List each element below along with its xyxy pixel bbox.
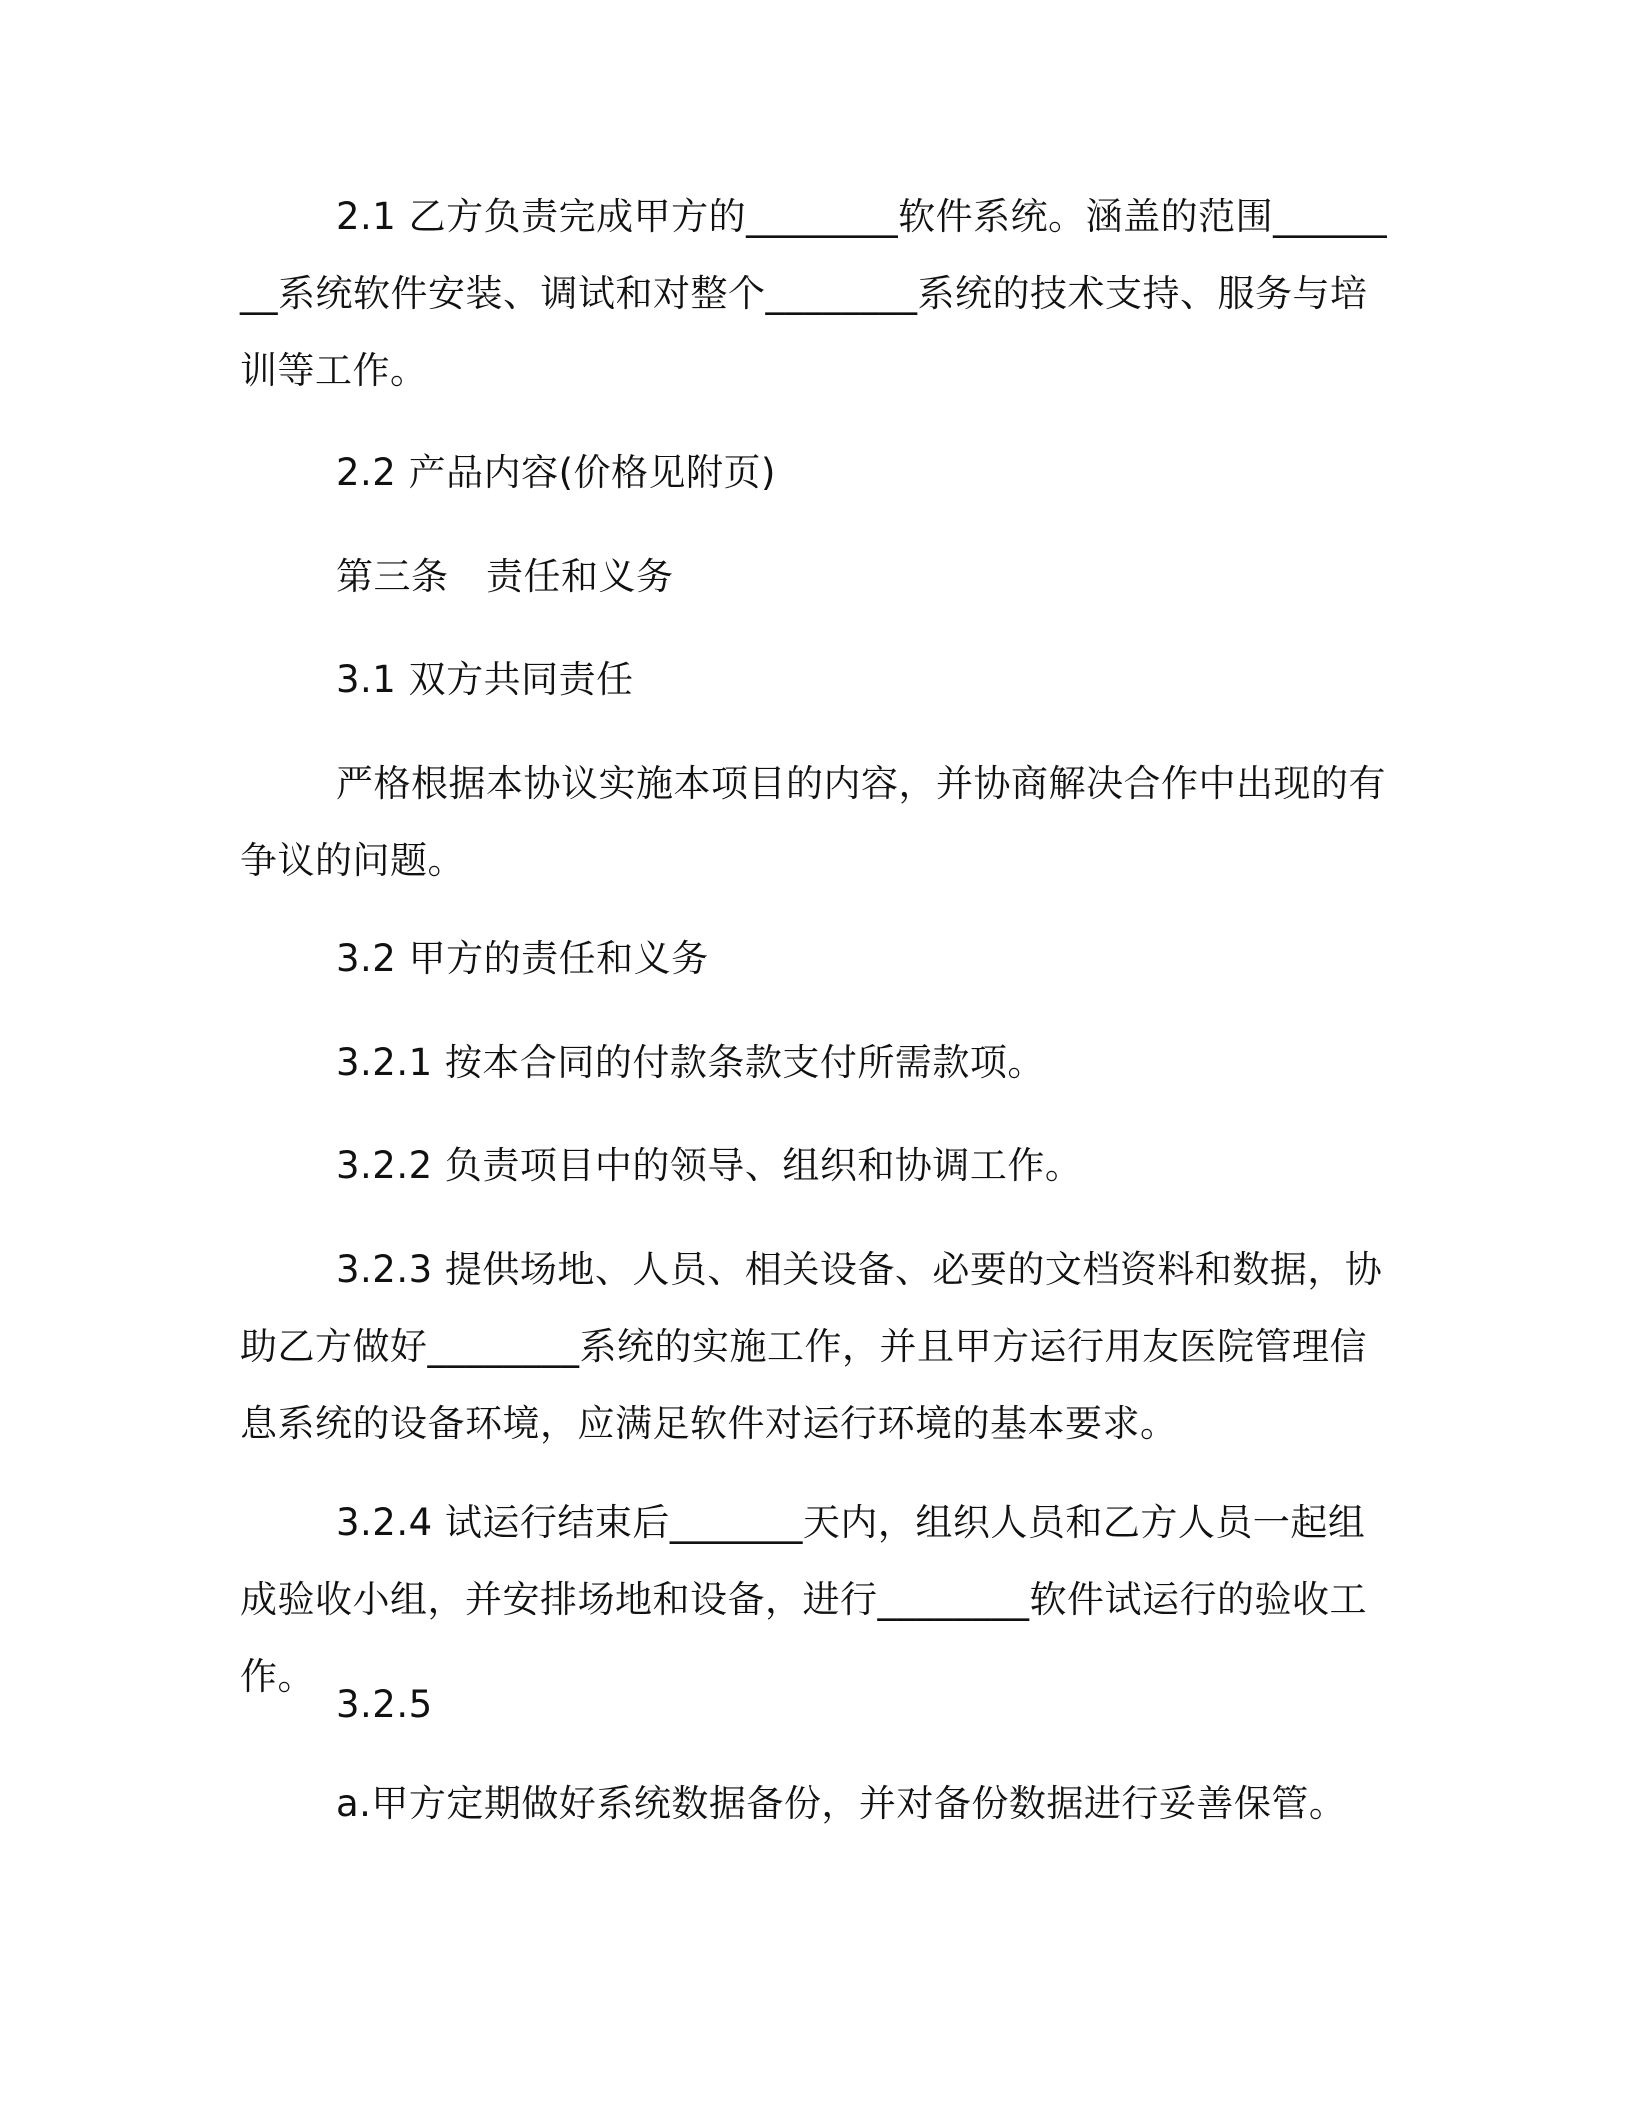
clause-3-2-4: 3.2.4 试运行结束后_______天内，组织人员和乙方人员一起组成验收小组，并安排场地和设备，进行________软件试运行的验收工作。 (240, 1501, 1367, 1698)
article-3-heading: 第三条 责任和义务 (336, 555, 674, 598)
clause-3-2-5-a: a.甲方定期做好系统数据备份，并对备份数据进行妥善保管。 (336, 1782, 1347, 1825)
clause-3-1: 3.1 双方共同责任 (336, 658, 634, 701)
clause-3-2-5: 3.2.5 (336, 1683, 433, 1726)
clause-3-2-1: 3.2.1 按本合同的付款条款支付所需款项。 (336, 1041, 1045, 1084)
clause-3-1-body: 严格根据本协议实施本项目的内容，并协商解决合作中出现的有争议的问题。 (240, 762, 1386, 882)
clause-2-1: 2.1 乙方负责完成甲方的________软件系统。涵盖的范围________系统软件安装、调试和对整个________系统的技术支持、服务与培训等工作。 (240, 195, 1388, 392)
clause-2-2: 2.2 产品内容(价格见附页) (336, 451, 776, 494)
clause-3-2-2: 3.2.2 负责项目中的领导、组织和协调工作。 (336, 1144, 1083, 1187)
clause-3-2-3: 3.2.3 提供场地、人员、相关设备、必要的文档资料和数据，协助乙方做好________系统的实施工作，并且甲方运行用友医院管理信息系统的设备环境，应满足软件对运行环境的基本要求。 (240, 1248, 1383, 1445)
clause-3-2: 3.2 甲方的责任和义务 (336, 937, 709, 980)
